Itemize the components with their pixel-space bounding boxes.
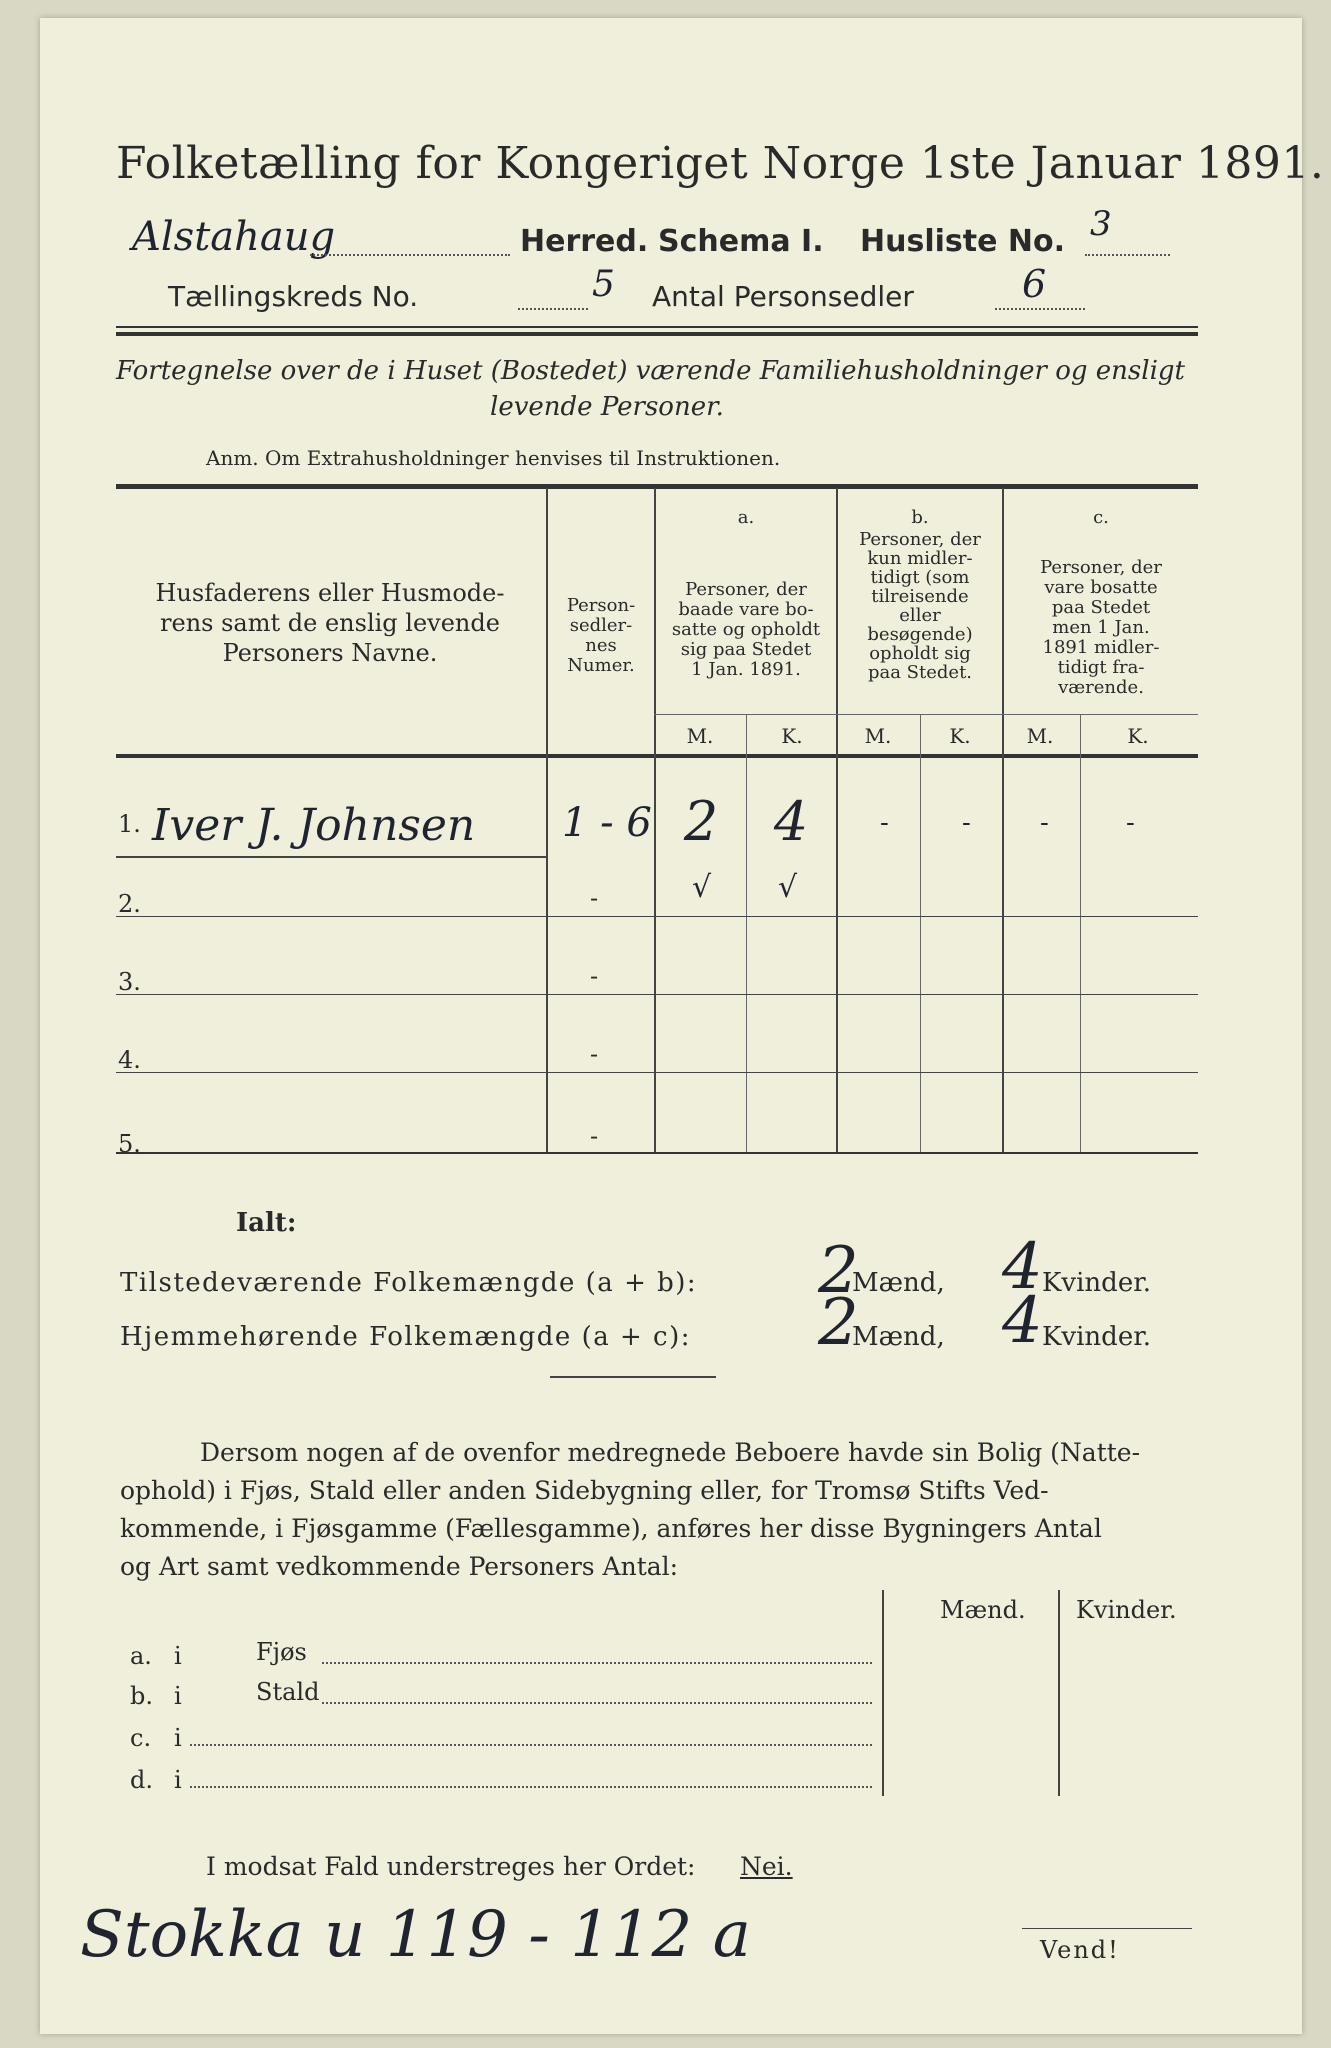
paragraph-line-1: Dersom nogen af de ovenfor medregnede Beboere havde sin Bolig (Natte- [200, 1438, 1141, 1467]
col-c-l1: Personer, der [1040, 557, 1162, 578]
buildings-vline-1 [882, 1590, 884, 1796]
a-mk-split [746, 714, 747, 1152]
census-form-page [40, 18, 1325, 2034]
building-b-prep: i [174, 1682, 182, 1710]
personsedler-label: Antal Personsedler [652, 280, 914, 313]
totals-line2-maend-label: Mænd, [852, 1322, 945, 1352]
col-name-header-line2: rens samt de enslig levende [160, 609, 500, 637]
form-title: Folketælling for Kongeriget Norge 1ste Januar 1891. [116, 138, 1325, 189]
col-c-l3: paa Stedet [1051, 597, 1151, 618]
kreds-value: 5 [592, 264, 615, 305]
row-3-rule [116, 994, 1198, 995]
b-k-label: K. [949, 724, 971, 748]
row-5-number: 5. [118, 1130, 141, 1158]
building-b-label: Stald [256, 1678, 320, 1706]
personsedler-dots [995, 308, 1085, 310]
husliste-label: Husliste No. [860, 224, 1065, 259]
totals-line1-maend-label: Mænd, [852, 1268, 945, 1298]
row-5-numer: - [590, 1122, 599, 1150]
col-b-letter: b. [911, 507, 929, 528]
paragraph-line-3: kommende, i Fjøsgamme (Fællesgamme), anføres her disse Bygningers Antal [120, 1514, 1102, 1543]
col-b-l4: tilreisende [871, 586, 969, 607]
row-1-a-k: 4 [773, 790, 809, 853]
vend-rule [1022, 1928, 1192, 1929]
col-a-l2: baade vare bo- [678, 599, 814, 620]
col-name-header [130, 578, 530, 668]
building-d-letter: d. [130, 1766, 153, 1794]
schema-label: Schema I. [658, 224, 824, 259]
row-2-a-k: √ [778, 870, 798, 905]
a-k-label: K. [781, 724, 803, 748]
col-name-header-line3: Personers Navne. [222, 639, 438, 667]
row-4-number: 4. [118, 1046, 141, 1074]
row-2-rule [116, 916, 1198, 917]
buildings-kvinder-header: Kvinder. [1076, 1596, 1177, 1624]
row-1-c-k: - [1126, 808, 1135, 838]
col-b-l5: eller [899, 605, 941, 626]
anm-note: Anm. Om Extrahusholdninger henvises til Instruktionen. [206, 446, 781, 470]
mk-header-line [654, 714, 1198, 715]
building-c-dots [190, 1744, 872, 1746]
b-mk-split [920, 714, 921, 1152]
ialt-label: Ialt: [236, 1208, 297, 1238]
building-b-dots [322, 1702, 872, 1704]
row-2-a-m: √ [692, 870, 712, 905]
b-m-label: M. [864, 724, 892, 748]
col-c-l7: værende. [1058, 677, 1144, 698]
herred-label: Herred. [520, 224, 649, 259]
col-a-l1: Personer, der [685, 579, 807, 600]
husliste-dots [1085, 254, 1170, 256]
row-4-rule [116, 1072, 1198, 1073]
row-3-number: 3. [118, 968, 141, 996]
row-4-numer: - [590, 1040, 599, 1068]
row-2-numer: - [590, 884, 599, 912]
a-m-label: M. [686, 724, 714, 748]
row-2-number: 2. [118, 890, 141, 918]
totals-line1-kvinder-label: Kvinder. [1042, 1268, 1152, 1298]
col-b-l1: Personer, der [859, 529, 981, 550]
col-b-l8: paa Stedet. [867, 662, 973, 683]
col-c-l6: tidigt fra- [1057, 657, 1145, 678]
col-c-l5: 1891 midler- [1042, 637, 1160, 658]
paragraph-line-4: og Art samt vedkommende Personers Antal: [120, 1552, 679, 1581]
modsat-prefix: I modsat Fald understreges her Ordet: [206, 1852, 696, 1881]
col-b-l2: kun midler- [867, 548, 973, 569]
col-a-letter: a. [737, 507, 755, 528]
table-header-rule [116, 754, 1198, 758]
c-k-label: K. [1127, 724, 1149, 748]
totals-line2-maend-value: 2 [818, 1286, 859, 1360]
row-1-rule [116, 856, 546, 858]
buildings-vline-2 [1058, 1590, 1060, 1796]
col-c-l2: vare bosatte [1044, 577, 1158, 598]
building-b-letter: b. [130, 1682, 153, 1710]
building-a-label: Fjøs [256, 1638, 307, 1666]
totals-line1-kvinder-value: 4 [1002, 1230, 1043, 1304]
col-c-letter: c. [1093, 507, 1109, 528]
row-1-number: 1. [118, 810, 141, 838]
table-top-rule [116, 484, 1198, 489]
table-bottom-rule [116, 1152, 1198, 1154]
col-numer-l3: nes [585, 635, 617, 656]
building-c-prep: i [174, 1724, 182, 1752]
husliste-value: 3 [1090, 204, 1112, 244]
buildings-maend-header: Mænd. [940, 1596, 1026, 1624]
intro-line-1: Fortegnelse over de i Huset (Bostedet) værende Familiehusholdninger og ensligt [116, 356, 1185, 386]
totals-line2-kvinder-label: Kvinder. [1042, 1322, 1152, 1352]
vend-label: Vend! [1040, 1936, 1120, 1964]
header-rule-bottom [116, 332, 1198, 336]
c-mk-split [1080, 714, 1081, 1152]
col-c-l4: men 1 Jan. [1052, 617, 1150, 638]
col-numer-header [548, 596, 654, 676]
col-b-l3: tidigt (som [870, 567, 970, 588]
totals-line1-maend-value: 2 [818, 1234, 859, 1308]
col-b-header [838, 530, 1002, 682]
building-c-letter: c. [130, 1724, 152, 1752]
totals-line1-label: Tilstedeværende Folkemængde (a + b): [120, 1268, 698, 1298]
footer-handwritten-note: Stokka u 119 - 112 a [80, 1898, 751, 1972]
col-a-l4: sig paa Stedet [680, 639, 812, 660]
row-1-numer: 1 - 6 [562, 800, 652, 846]
col-name-header-line1: Husfaderens eller Husmode- [155, 579, 505, 607]
herred-dots [310, 254, 510, 256]
col-a-l5: 1 Jan. 1891. [691, 659, 801, 680]
totals-line2-label: Hjemmehørende Folkemængde (a + c): [120, 1322, 691, 1352]
paragraph-line-2: ophold) i Fjøs, Stald eller anden Sidebygning eller, for Tromsø Stifts Ved- [120, 1476, 1049, 1505]
building-a-letter: a. [130, 1642, 152, 1670]
building-d-prep: i [174, 1766, 182, 1794]
row-1-c-m: - [1040, 808, 1049, 838]
table-vline-1 [546, 488, 548, 1152]
intro-line-2: levende Personer. [490, 392, 724, 422]
header-rule-top [116, 326, 1198, 328]
c-m-label: M. [1026, 724, 1054, 748]
nei-word: Nei. [740, 1852, 793, 1881]
row-1-b-k: - [962, 808, 971, 838]
totals-divider [550, 1376, 716, 1378]
kreds-dots [518, 308, 588, 310]
row-1-b-m: - [880, 808, 889, 838]
col-c-header [1004, 558, 1198, 698]
building-a-dots [322, 1662, 872, 1664]
herred-value: Alstahaug [132, 214, 336, 260]
col-numer-l1: Person- [566, 595, 636, 616]
row-3-numer: - [590, 962, 599, 990]
kreds-label: Tællingskreds No. [168, 280, 419, 313]
building-d-dots [190, 1786, 872, 1788]
personsedler-value: 6 [1022, 262, 1047, 306]
col-a-l3: satte og opholdt [671, 619, 821, 640]
row-1-a-m: 2 [683, 790, 719, 853]
totals-line2-kvinder-value: 4 [1002, 1284, 1043, 1358]
building-a-prep: i [174, 1642, 182, 1670]
col-numer-l2: sedler- [569, 615, 633, 636]
row-1-name: Iver J. Johnsen [152, 800, 476, 851]
col-numer-l4: Numer. [567, 655, 635, 676]
col-a-header [656, 580, 836, 680]
col-b-l6: besøgende) [867, 624, 973, 645]
col-b-l7: opholdt sig [869, 643, 971, 664]
